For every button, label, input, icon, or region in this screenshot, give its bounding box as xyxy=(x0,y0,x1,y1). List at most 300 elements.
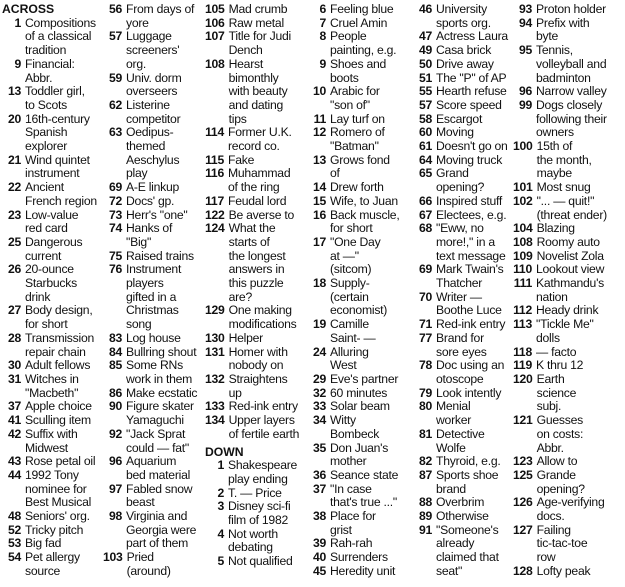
clue-number: 67 xyxy=(418,207,432,222)
clue-text: Moving truck xyxy=(436,152,503,167)
clue-text: Wife, to Juan xyxy=(330,193,398,208)
clue-number: 108 xyxy=(513,234,533,249)
clue-text: Hearth refuse xyxy=(436,84,507,99)
clue-down-60 xyxy=(413,126,513,140)
clue-text: One making modifications xyxy=(228,303,297,332)
clue-down-14 xyxy=(307,181,413,195)
clue-number: 55 xyxy=(418,84,432,99)
clue-column-6 xyxy=(513,3,623,579)
clue-number: 1 xyxy=(217,458,224,473)
clue-text: Dogs closely following their owners xyxy=(536,97,607,140)
clue-down-47 xyxy=(413,30,513,44)
clue-text: Make ecstatic xyxy=(126,385,198,400)
clue-text: Otherwise xyxy=(436,509,489,524)
clue-number: 26 xyxy=(7,262,21,277)
clue-number: 12 xyxy=(312,125,326,140)
clue-number: 4 xyxy=(217,526,224,541)
clue-across-62 xyxy=(103,99,205,126)
clue-text: Arabic for "son of" xyxy=(330,84,380,112)
clue-number: 16 xyxy=(312,207,326,222)
clue-number: 45 xyxy=(312,563,326,578)
clue-down-65 xyxy=(413,167,513,194)
clue-number: 103 xyxy=(103,550,123,565)
clue-number: 89 xyxy=(418,509,432,524)
clue-text: Straightens up xyxy=(228,371,288,400)
clue-number: 24 xyxy=(312,344,326,359)
clue-down-96 xyxy=(513,85,623,99)
clue-across-28 xyxy=(2,332,103,359)
clue-text: Aquarium bed material xyxy=(126,454,191,482)
clue-text: Blazing xyxy=(536,221,575,236)
clue-down-125 xyxy=(513,469,623,496)
clue-number: 96 xyxy=(108,454,122,469)
clue-across-90 xyxy=(103,400,205,427)
clue-down-5 xyxy=(205,555,307,569)
clue-across-83 xyxy=(103,332,205,346)
clue-text: Rose petal oil xyxy=(25,454,96,469)
clue-text: 60 minutes xyxy=(330,385,388,400)
clue-number: 96 xyxy=(518,84,532,99)
clue-text: Hanks of "Big" xyxy=(126,221,173,249)
clue-text: Pet allergy source xyxy=(25,550,80,578)
clue-text: "One Day at —" (sitcom) xyxy=(330,234,381,277)
clue-text: Shoes and boots xyxy=(330,56,387,85)
clue-number: 43 xyxy=(7,454,21,469)
clue-text: Seance state xyxy=(330,467,399,482)
clue-number: 66 xyxy=(418,193,432,208)
clue-text: Raw metal xyxy=(228,15,284,30)
clue-text: Age-verifying docs. xyxy=(536,495,605,524)
clue-number: 25 xyxy=(7,234,21,249)
clue-down-12 xyxy=(307,126,413,153)
clue-text: Mad crumb xyxy=(228,2,288,16)
clue-number: 42 xyxy=(7,426,21,441)
clue-text: Menial worker xyxy=(436,399,472,428)
clue-across-23 xyxy=(2,209,103,236)
clue-across-122 xyxy=(205,209,307,223)
clue-number: 113 xyxy=(513,317,532,332)
clue-number: 59 xyxy=(108,70,122,85)
clue-number: 10 xyxy=(312,84,326,99)
clue-number: 115 xyxy=(205,152,224,167)
clue-down-17 xyxy=(307,236,413,277)
clue-number: 52 xyxy=(7,522,21,537)
clue-number: 65 xyxy=(418,166,432,181)
clue-text: 16th-century Spanish explorer xyxy=(25,111,90,154)
clue-text: Homer with nobody on xyxy=(228,344,288,373)
clue-text: Witches in "Macbeth" xyxy=(25,371,79,400)
clue-number: 75 xyxy=(108,248,122,263)
clue-number: 49 xyxy=(418,43,432,58)
clue-text: People painting, e.g. xyxy=(330,29,397,58)
clue-text: Failing tic-tac-toe row xyxy=(536,522,588,565)
clue-text: Toddler girl, to Scots xyxy=(25,84,85,112)
clue-text: Heady drink xyxy=(536,303,599,318)
clue-down-95 xyxy=(513,44,623,85)
clue-text: Drive away xyxy=(436,56,494,71)
clue-down-46 xyxy=(413,3,513,30)
clue-number: 90 xyxy=(108,399,122,414)
clue-down-13 xyxy=(307,154,413,181)
clue-text: Some RNs work in them xyxy=(126,358,193,386)
clue-number: 122 xyxy=(205,207,225,222)
clue-number: 18 xyxy=(312,276,326,291)
clue-across-72 xyxy=(103,195,205,209)
clue-text: — facto xyxy=(536,344,577,359)
clue-number: 134 xyxy=(205,413,225,428)
clue-number: 5 xyxy=(217,554,224,569)
clue-number: 74 xyxy=(108,221,122,236)
clue-number: 120 xyxy=(513,371,533,386)
clue-text: Shakespeare play ending xyxy=(228,458,298,486)
clue-across-124 xyxy=(205,222,307,304)
clue-number: 9 xyxy=(319,56,326,71)
clue-text: Fake xyxy=(228,152,255,167)
clue-number: 40 xyxy=(312,550,326,565)
clue-down-119 xyxy=(513,359,623,373)
clue-text: Kathmandu's nation xyxy=(536,276,605,304)
clue-across-22 xyxy=(2,181,103,208)
clue-text: Eve's partner xyxy=(330,371,399,386)
clue-number: 33 xyxy=(312,399,326,414)
clue-text: Univ. dorm overseers xyxy=(126,70,182,99)
clue-number: 51 xyxy=(418,70,432,85)
clue-text: Feeling blue xyxy=(330,2,394,16)
clue-text: Grande opening? xyxy=(536,467,585,496)
clue-number: 29 xyxy=(312,371,326,386)
clue-number: 27 xyxy=(7,303,21,318)
clue-number: 37 xyxy=(7,399,21,414)
clue-text: Oedipus- themed Aeschylus play xyxy=(126,125,180,181)
clue-text: Tennis, volleyball and badminton xyxy=(536,43,607,85)
clue-number: 61 xyxy=(418,139,432,154)
clue-text: Brand for sore eyes xyxy=(436,330,487,359)
clue-number: 127 xyxy=(513,522,533,537)
clue-down-7 xyxy=(307,17,413,31)
clue-across-63 xyxy=(103,126,205,181)
clue-down-37 xyxy=(307,483,413,510)
clue-number: 68 xyxy=(418,221,432,236)
clue-text: Be averse to xyxy=(228,207,295,222)
clue-text: Hearst bimonthly with beauty and dating tips xyxy=(228,56,288,126)
clue-number: 131 xyxy=(205,344,225,359)
clue-number: 123 xyxy=(513,454,533,469)
clue-down-70 xyxy=(413,291,513,318)
clue-text: Doesn't go on xyxy=(436,139,508,154)
clue-column-3 xyxy=(205,3,307,569)
clue-number: 54 xyxy=(7,550,21,565)
clue-number: 93 xyxy=(518,2,532,16)
clue-across-9 xyxy=(2,58,103,85)
clue-number: 50 xyxy=(418,56,432,71)
clue-text: Sports shoe brand xyxy=(436,467,499,496)
clue-number: 47 xyxy=(418,29,432,44)
clue-text: Adult fellows xyxy=(25,358,91,373)
clue-number: 62 xyxy=(108,97,122,112)
clue-text: Lookout view xyxy=(536,262,605,277)
clue-text: Low-value red card xyxy=(25,207,79,236)
clue-number: 8 xyxy=(319,29,326,44)
clue-down-45 xyxy=(307,565,413,579)
clue-across-103 xyxy=(103,551,205,578)
clue-down-33 xyxy=(307,400,413,414)
clue-across-108 xyxy=(205,58,307,127)
clue-down-3 xyxy=(205,500,307,527)
clue-column-4 xyxy=(307,3,413,579)
clue-number: 48 xyxy=(7,509,21,524)
clue-across-44 xyxy=(2,469,103,510)
clue-across-96 xyxy=(103,455,205,482)
clue-text: Heredity unit xyxy=(330,563,396,578)
clue-number: 44 xyxy=(7,467,21,482)
clue-down-55 xyxy=(413,85,513,99)
clue-number: 126 xyxy=(513,495,533,510)
clue-text: Drew forth xyxy=(330,180,384,195)
clue-down-87 xyxy=(413,469,513,496)
clue-text: Writer — Boothe Luce xyxy=(436,289,502,318)
clue-across-25 xyxy=(2,236,103,263)
clue-across-27 xyxy=(2,304,103,331)
clue-across-20 xyxy=(2,113,103,154)
clue-down-34 xyxy=(307,414,413,441)
clue-number: 97 xyxy=(108,481,122,496)
clue-down-123 xyxy=(513,455,623,469)
clue-text: Supply- (certain economist) xyxy=(330,276,388,318)
clue-across-114 xyxy=(205,126,307,153)
clue-text: Detective Wolfe xyxy=(436,426,485,455)
clue-number: 53 xyxy=(7,536,21,551)
clue-text: Look intently xyxy=(436,385,502,400)
clue-number: 57 xyxy=(108,29,122,44)
clue-number: 19 xyxy=(312,317,326,332)
clue-text: Mark Twain's Thatcher xyxy=(436,262,504,291)
clue-number: 84 xyxy=(108,344,122,359)
clue-number: 102 xyxy=(513,193,533,208)
clue-down-120 xyxy=(513,373,623,414)
clue-down-113 xyxy=(513,318,623,345)
clue-text: Virginia and Georgia were part of them xyxy=(126,509,197,551)
clue-down-67 xyxy=(413,209,513,223)
clue-number: 76 xyxy=(108,262,122,277)
clue-text: Earth science subj. xyxy=(536,371,577,414)
clue-down-127 xyxy=(513,524,623,565)
clue-text: Novelist Zola xyxy=(536,248,604,263)
clue-down-112 xyxy=(513,304,623,318)
clue-text: "In case that's true ..." xyxy=(330,481,398,510)
clue-text: University sports org. xyxy=(436,2,491,30)
clue-text: Overbrim xyxy=(436,495,485,510)
clue-down-36 xyxy=(307,469,413,483)
clue-across-21 xyxy=(2,154,103,181)
clue-number: 57 xyxy=(418,97,432,112)
clue-text: Cruel Amin xyxy=(330,15,388,30)
clue-number: 31 xyxy=(7,371,21,386)
clue-number: 133 xyxy=(205,399,225,414)
clue-across-75 xyxy=(103,250,205,264)
clue-text: Ancient French region xyxy=(25,180,97,208)
clue-text: Guesses on costs: Abbr. xyxy=(536,413,584,455)
clue-down-82 xyxy=(413,455,513,469)
clue-across-53 xyxy=(2,537,103,551)
clue-text: Solar beam xyxy=(330,399,390,414)
clue-text: The "P" of AP xyxy=(436,70,507,85)
clue-text: Red-ink entry xyxy=(228,399,298,414)
clue-number: 35 xyxy=(312,440,326,455)
clue-text: Casa brick xyxy=(436,43,492,58)
clue-text: Moving xyxy=(436,125,474,140)
clue-down-58 xyxy=(413,113,513,127)
clue-down-51 xyxy=(413,72,513,86)
clue-number: 129 xyxy=(205,303,225,318)
clue-number: 86 xyxy=(108,385,122,400)
clue-number: 1 xyxy=(14,15,21,30)
clue-text: Figure skater Yamaguchi xyxy=(126,399,194,428)
clue-text: Place for grist xyxy=(330,509,376,537)
clue-text: Don Juan's mother xyxy=(330,440,389,469)
clue-text: Upper layers of fertile earth xyxy=(228,413,300,441)
clue-text: Allow to xyxy=(536,454,578,469)
clue-down-1 xyxy=(205,459,307,486)
clue-number: 99 xyxy=(518,97,532,112)
clue-number: 132 xyxy=(205,371,225,386)
clue-number: 106 xyxy=(205,15,225,30)
clue-column-1 xyxy=(2,3,103,579)
clue-text: Witty Bombeck xyxy=(330,413,380,441)
clue-text: Tricky pitch xyxy=(25,522,84,537)
clue-text: "Jack Sprat could — fat" xyxy=(126,426,189,455)
clue-number: 121 xyxy=(513,413,533,428)
clue-text: Listerine competitor xyxy=(126,97,181,126)
clue-down-110 xyxy=(513,263,623,277)
clue-text: Sculling item xyxy=(25,413,91,428)
clue-text: Muhammad of the ring xyxy=(228,166,291,195)
clue-down-102 xyxy=(513,195,623,222)
clue-across-131 xyxy=(205,346,307,373)
clue-down-29 xyxy=(307,373,413,387)
clue-number: 11 xyxy=(313,111,326,126)
clue-number: 88 xyxy=(418,495,432,510)
clue-text: Not qualified xyxy=(228,554,293,569)
clue-text: Instrument players gifted in a Christmas song xyxy=(126,262,182,332)
clue-text: Body design, for short xyxy=(25,303,93,332)
down-heading: DOWN xyxy=(205,444,244,459)
clue-down-24 xyxy=(307,346,413,373)
clue-text: Romero of "Batman" xyxy=(330,125,385,154)
clue-number: 85 xyxy=(108,358,122,373)
clue-number: 81 xyxy=(418,426,432,441)
clue-text: Log house xyxy=(126,330,181,345)
clue-number: 77 xyxy=(418,330,432,345)
clue-text: "Someone's already claimed that seat" xyxy=(436,522,499,578)
clue-across-76 xyxy=(103,263,205,332)
clue-across-116 xyxy=(205,167,307,194)
clue-across-98 xyxy=(103,510,205,551)
clue-number: 83 xyxy=(108,330,122,345)
clue-column-5 xyxy=(413,3,513,579)
clue-down-100 xyxy=(513,140,623,181)
clue-text: Disney sci-fi film of 1982 xyxy=(228,499,291,528)
clue-down-15 xyxy=(307,195,413,209)
clue-text: Luggage screeners' org. xyxy=(126,29,180,71)
clue-text: Escargot xyxy=(436,111,483,126)
clue-text: Herr's "one" xyxy=(126,207,188,222)
clue-down-94 xyxy=(513,17,623,44)
clue-text: Actress Laura xyxy=(436,29,508,44)
clue-number: 72 xyxy=(108,193,122,208)
clue-number: 34 xyxy=(312,413,326,428)
clue-text: Big fad xyxy=(25,536,62,551)
clue-across-106 xyxy=(205,17,307,31)
clue-text: Lay turf on xyxy=(330,111,385,126)
clue-text: Apple choice xyxy=(25,399,92,414)
clue-text: Most snug xyxy=(536,180,591,195)
clue-text: Suffix with Midwest xyxy=(25,426,78,455)
clue-number: 41 xyxy=(7,413,21,428)
clue-text: Proton holder xyxy=(536,2,606,16)
clue-across-31 xyxy=(2,373,103,400)
clue-down-69 xyxy=(413,263,513,290)
clue-across-73 xyxy=(103,209,205,223)
clue-down-81 xyxy=(413,428,513,455)
clue-down-9 xyxy=(307,58,413,85)
clue-down-80 xyxy=(413,400,513,427)
clue-text: Back muscle, for short xyxy=(330,207,400,236)
clue-across-134 xyxy=(205,414,307,441)
clue-number: 101 xyxy=(513,180,533,195)
clue-number: 17 xyxy=(312,234,326,249)
clue-down-50 xyxy=(413,58,513,72)
clue-number: 91 xyxy=(418,522,432,537)
clue-down-35 xyxy=(307,442,413,469)
clue-down-71 xyxy=(413,318,513,332)
clue-down-68 xyxy=(413,222,513,263)
clue-text: Raised trains xyxy=(126,248,194,263)
clue-text: Helper xyxy=(228,330,263,345)
clue-down-4 xyxy=(205,528,307,555)
clue-number: 117 xyxy=(205,193,224,208)
clue-down-49 xyxy=(413,44,513,58)
clue-down-18 xyxy=(307,277,413,318)
clue-number: 110 xyxy=(513,262,532,277)
clue-across-115 xyxy=(205,154,307,168)
clue-down-101 xyxy=(513,181,623,195)
clue-text: Roomy auto xyxy=(536,234,600,249)
clue-text: T. — Price xyxy=(228,485,282,500)
clue-across-59 xyxy=(103,72,205,99)
clue-down-79 xyxy=(413,387,513,401)
clue-number: 109 xyxy=(513,248,533,263)
clue-down-10 xyxy=(307,85,413,112)
clue-across-13 xyxy=(2,85,103,112)
clue-number: 39 xyxy=(312,536,326,551)
clue-text: Docs' gp. xyxy=(126,193,175,208)
clue-across-26 xyxy=(2,263,103,304)
clue-across-86 xyxy=(103,387,205,401)
clue-across-41 xyxy=(2,414,103,428)
clue-down-126 xyxy=(513,496,623,523)
clue-text: Prefix with byte xyxy=(536,15,590,44)
clue-text: K thru 12 xyxy=(536,358,584,373)
clue-across-43 xyxy=(2,455,103,469)
clue-text: Seniors' org. xyxy=(25,509,90,524)
clue-down-108 xyxy=(513,236,623,250)
clue-across-54 xyxy=(2,551,103,578)
clue-number: 78 xyxy=(418,358,432,373)
clue-number: 118 xyxy=(513,344,532,359)
clue-number: 22 xyxy=(7,180,21,195)
clue-text: Alluring West xyxy=(330,344,369,373)
clue-across-1 xyxy=(2,17,103,58)
